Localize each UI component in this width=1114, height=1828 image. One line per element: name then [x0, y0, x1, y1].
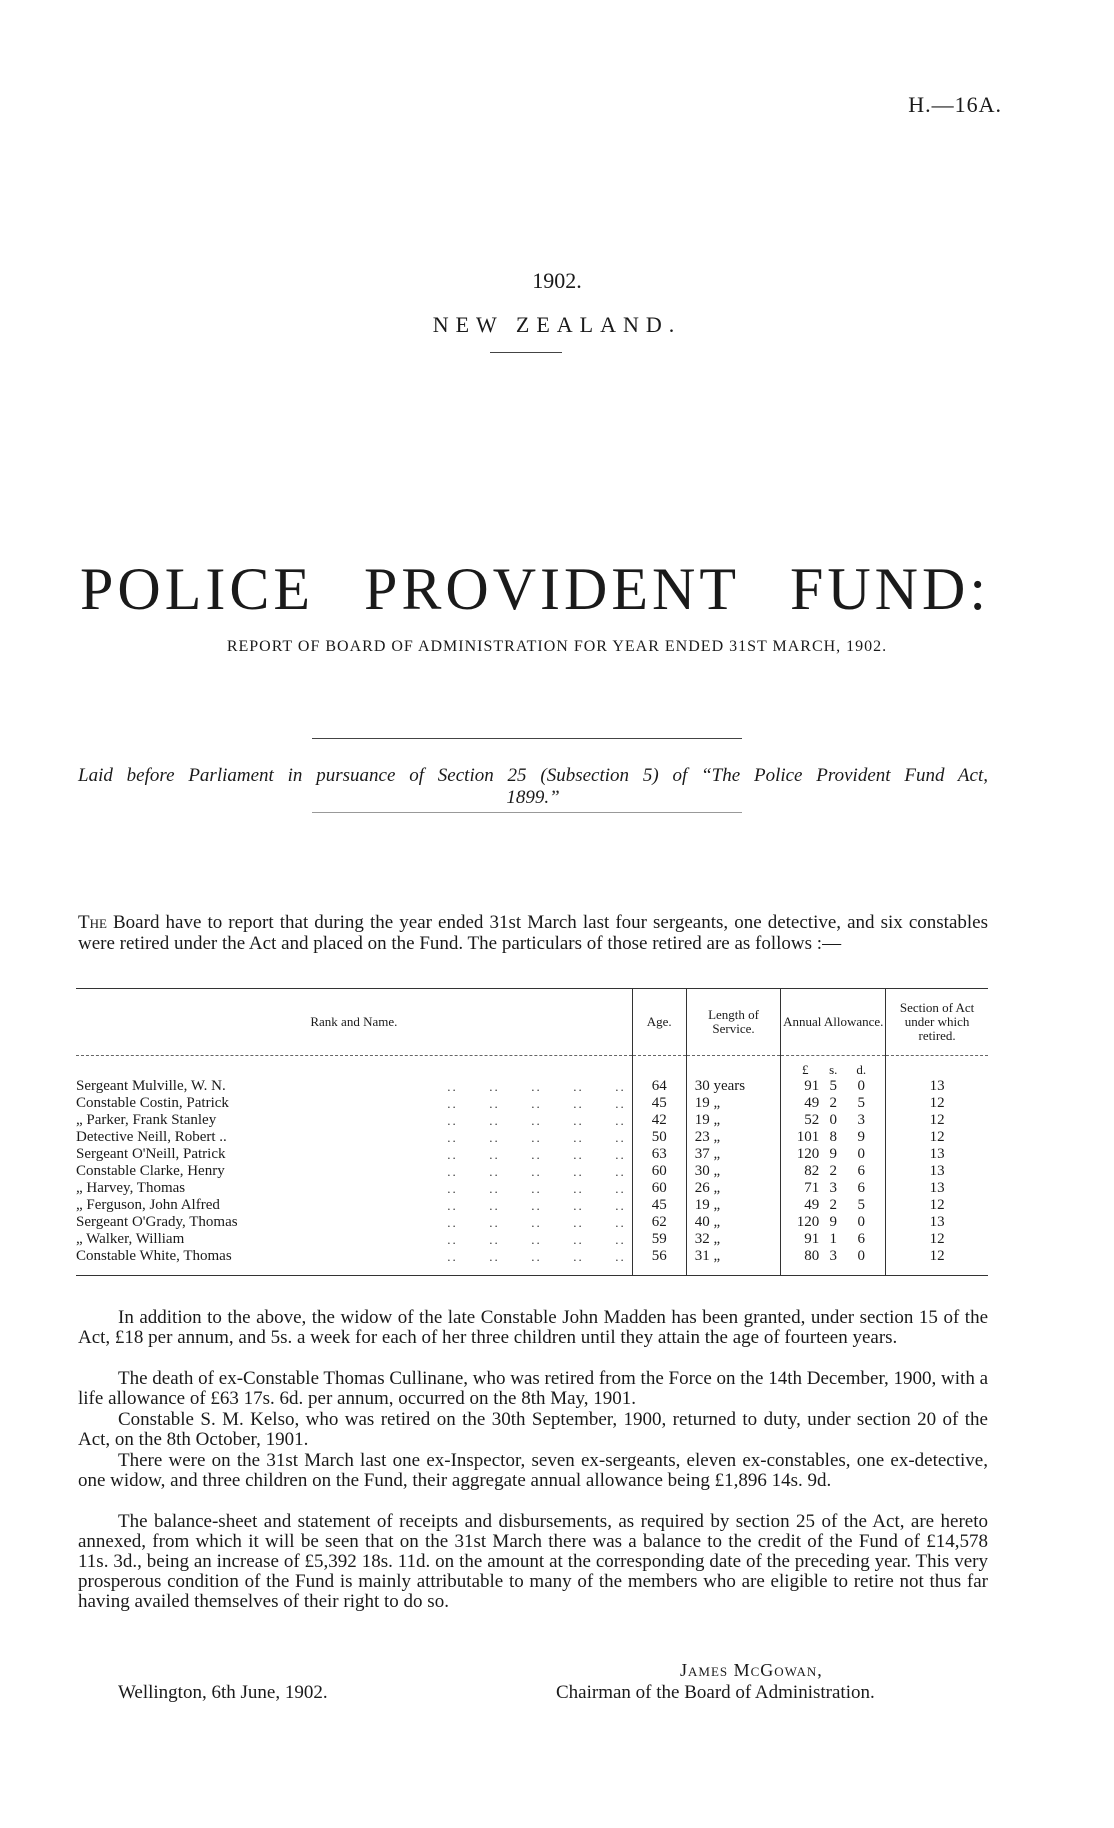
table-row [76, 1197, 988, 1214]
title-word: POLICE [80, 556, 314, 622]
allowance-pounds: 120 [796, 1146, 820, 1162]
page-subtitle: REPORT OF BOARD OF ADMINISTRATION FOR YEAR ENDED 31ST MARCH, 1902. [226, 638, 888, 655]
allowance-shillings: 2 [829, 1095, 837, 1111]
allowance-cell [781, 1095, 886, 1112]
table-row [76, 1231, 988, 1248]
allowance-shillings: 0 [829, 1112, 837, 1128]
header-section: Section of Act under which retired. [886, 989, 988, 1056]
table-row [76, 1078, 988, 1095]
rank-name: Sergeant O'Grady, Thomas [76, 1214, 238, 1230]
allowance-cell [781, 1214, 886, 1231]
header-allowance: Annual Allowance. [781, 989, 886, 1056]
allowance-pence: 6 [857, 1180, 865, 1196]
allowance-cell [781, 1129, 886, 1146]
dot-leader: .. .. .. .. .. [447, 1113, 626, 1128]
age-cell: 60 [632, 1163, 686, 1180]
allowance-pence: 6 [857, 1163, 865, 1179]
service-cell: 30 „ [686, 1163, 781, 1180]
rank-name: „ Walker, William [76, 1231, 185, 1247]
rank-name-cell [76, 1180, 632, 1197]
allowance-cell [781, 1180, 886, 1197]
intro-text: Board have to report that during the year ended 31st March last four sergeants, one detective, and six constables were retired under the Act and placed on the Fund. The particulars of those retired are as follows :— [78, 912, 988, 954]
body-paragraph: The balance-sheet and statement of receipts and disbursements, as required by section 25 of the Act, are hereto annexed, from which it will be seen that on the 31st March there was a balance to the credit of the Fund of £14,578 11s. 3d., being an increase of £5,392 18s. 11d. on the amount at the corresponding date of the preceding year. This very prosperous condition of the Fund is mainly attributable to many of the members who are eligible to retire not thus far having availed themselves of their right to do so. [78, 1511, 988, 1612]
signatory-name: James McGowan, [680, 1660, 823, 1680]
dot-leader: .. .. .. .. .. [447, 1232, 626, 1247]
allowance-shillings: 8 [829, 1129, 837, 1145]
body-paragraph: Constable S. M. Kelso, who was retired on the 30th September, 1900, returned to duty, under section 20 of the Act, on the 8th October, 1901. [78, 1409, 988, 1450]
table-row [76, 1146, 988, 1163]
rank-name-cell [76, 1129, 632, 1146]
unit-shillings: s. [829, 1062, 838, 1077]
dot-leader: .. .. .. .. .. [447, 1130, 626, 1145]
table-row [76, 1112, 988, 1129]
allowance-pounds: 91 [804, 1231, 820, 1247]
header-age: Age. [632, 989, 686, 1056]
allowance-shillings: 9 [829, 1146, 837, 1162]
allowance-pounds: 82 [804, 1163, 820, 1179]
dot-leader: .. .. .. .. .. [447, 1181, 626, 1196]
age-cell: 62 [632, 1214, 686, 1231]
rank-name: Sergeant O'Neill, Patrick [76, 1146, 226, 1162]
section-cell: 12 [886, 1197, 988, 1214]
allowance-cell [781, 1248, 886, 1276]
allowance-cell [781, 1231, 886, 1248]
header-rank-name: Rank and Name. [76, 989, 632, 1056]
service-cell: 19 „ [686, 1197, 781, 1214]
intro-paragraph [78, 912, 988, 954]
service-cell: 19 „ [686, 1112, 781, 1129]
body-paragraph: The death of ex-Constable Thomas Cullinane, who was retired from the Force on the 14th December, 1900, with a life allowance of £63 17s. 6d. per annum, occurred on the 8th May, 1901. [78, 1368, 989, 1409]
section-cell: 12 [886, 1248, 988, 1276]
document-reference: H.—16A. [908, 92, 1002, 117]
rank-name-cell [76, 1078, 632, 1095]
allowance-pounds: 91 [804, 1078, 820, 1094]
section-cell: 12 [886, 1112, 988, 1129]
dot-leader: .. .. .. .. .. [447, 1079, 626, 1094]
intro-lead-word: The [78, 912, 107, 933]
service-cell: 30 years [686, 1078, 781, 1095]
rank-name-cell [76, 1248, 632, 1276]
rank-name-cell [76, 1197, 632, 1214]
age-cell: 56 [632, 1248, 686, 1276]
rank-name: „ Parker, Frank Stanley [76, 1112, 217, 1128]
allowance-pence: 0 [857, 1146, 865, 1162]
age-cell: 42 [632, 1112, 686, 1129]
rank-name: Constable Costin, Patrick [76, 1095, 229, 1111]
age-cell: 59 [632, 1231, 686, 1248]
age-cell: 45 [632, 1197, 686, 1214]
table-row [76, 1163, 988, 1180]
allowance-shillings: 5 [829, 1078, 837, 1094]
rank-name-cell [76, 1095, 632, 1112]
allowance-cell [781, 1078, 886, 1095]
header-service: Length of Service. [686, 989, 781, 1056]
units-row [76, 1056, 988, 1079]
unit-pounds: £ [802, 1062, 809, 1077]
allowance-shillings: 1 [829, 1231, 837, 1247]
allowance-shillings: 9 [829, 1214, 837, 1230]
allowance-pence: 0 [857, 1078, 865, 1094]
title-word: FUND: [789, 556, 990, 622]
section-cell: 12 [886, 1231, 988, 1248]
age-cell: 45 [632, 1095, 686, 1112]
allowance-pence: 5 [857, 1197, 865, 1213]
document-year: 1902. [532, 268, 582, 293]
table-row [76, 1248, 988, 1276]
age-cell: 60 [632, 1180, 686, 1197]
rank-name: Sergeant Mulville, W. N. [76, 1078, 226, 1094]
allowance-pence: 3 [857, 1112, 865, 1128]
title-word: PROVIDENT [363, 556, 740, 622]
divider [312, 812, 742, 813]
allowance-shillings: 2 [829, 1163, 837, 1179]
allowance-shillings: 3 [829, 1248, 837, 1264]
rank-name: „ Harvey, Thomas [76, 1180, 186, 1196]
service-cell: 26 „ [686, 1180, 781, 1197]
dot-leader: .. .. .. .. .. [447, 1198, 626, 1213]
section-cell: 13 [886, 1078, 988, 1095]
service-cell: 19 „ [686, 1095, 781, 1112]
dot-leader: .. .. .. .. .. [447, 1096, 626, 1111]
allowance-pence: 0 [857, 1214, 865, 1230]
allowance-pence: 9 [857, 1129, 865, 1145]
table-row [76, 1129, 988, 1146]
age-cell: 64 [632, 1078, 686, 1095]
allowance-shillings: 3 [829, 1180, 837, 1196]
place-and-date: Wellington, 6th June, 1902. [118, 1682, 328, 1703]
service-cell: 37 „ [686, 1146, 781, 1163]
allowance-pence: 5 [857, 1095, 865, 1111]
signatory-title: Chairman of the Board of Administration. [556, 1682, 875, 1703]
service-cell: 40 „ [686, 1214, 781, 1231]
rank-name-cell [76, 1112, 632, 1129]
allowance-pounds: 71 [804, 1180, 820, 1196]
body-paragraph: In addition to the above, the widow of the late Constable John Madden has been granted, under section 15 of the Act, £18 per annum, and 5s. a week for each of her three children until they attain the age of fourteen years. [78, 1307, 988, 1348]
rank-name-cell [76, 1146, 632, 1163]
age-cell: 63 [632, 1146, 686, 1163]
allowance-pounds: 80 [804, 1248, 820, 1264]
allowance-pounds: 120 [796, 1214, 820, 1230]
section-cell: 12 [886, 1129, 988, 1146]
body-paragraph: There were on the 31st March last one ex-Inspector, seven ex-sergeants, eleven ex-constables, one ex-detective, one widow, and three children on the Fund, their aggregate annual allowance being £1,896 14s. 9d. [78, 1450, 988, 1491]
allowance-cell [781, 1112, 886, 1129]
dot-leader: .. .. .. .. .. [447, 1147, 626, 1162]
allowance-cell [781, 1197, 886, 1214]
rank-name: „ Ferguson, John Alfred [76, 1197, 220, 1213]
rank-name-cell [76, 1214, 632, 1231]
rank-name: Detective Neill, Robert .. [76, 1129, 227, 1145]
allowance-pence: 6 [857, 1231, 865, 1247]
rank-name-cell [76, 1163, 632, 1180]
allowance-shillings: 2 [829, 1197, 837, 1213]
allowance-cell [781, 1163, 886, 1180]
section-cell: 13 [886, 1146, 988, 1163]
page-title [80, 555, 990, 624]
allowance-pence: 0 [857, 1248, 865, 1264]
rank-name: Constable White, Thomas [76, 1248, 232, 1264]
table-header-row [76, 989, 988, 1056]
service-cell: 32 „ [686, 1231, 781, 1248]
dot-leader: .. .. .. .. .. [447, 1164, 626, 1179]
table-row [76, 1214, 988, 1231]
divider [312, 738, 742, 739]
table-row [76, 1095, 988, 1112]
allowance-pounds: 101 [796, 1129, 820, 1145]
allowance-pounds: 52 [804, 1112, 820, 1128]
table-row [76, 1180, 988, 1197]
country-heading: NEW ZEALAND. [432, 312, 682, 337]
section-cell: 12 [886, 1095, 988, 1112]
section-cell: 13 [886, 1163, 988, 1180]
rank-name: Constable Clarke, Henry [76, 1163, 225, 1179]
allowance-cell [781, 1146, 886, 1163]
dot-leader: .. .. .. .. .. [447, 1215, 626, 1230]
divider [490, 352, 562, 353]
laid-before-parliament-note: Laid before Parliament in pursuance of Section 25 (Subsection 5) of “The Police Provident Fund Act, 1899.” [78, 765, 988, 808]
age-cell: 50 [632, 1129, 686, 1146]
allowance-pounds: 49 [804, 1095, 820, 1111]
section-cell: 13 [886, 1180, 988, 1197]
allowance-pounds: 49 [804, 1197, 820, 1213]
unit-pence: d. [856, 1062, 867, 1077]
service-cell: 23 „ [686, 1129, 781, 1146]
retirements-table [76, 988, 988, 1276]
service-cell: 31 „ [686, 1248, 781, 1276]
rank-name-cell [76, 1231, 632, 1248]
section-cell: 13 [886, 1214, 988, 1231]
dot-leader: .. .. .. .. .. [447, 1249, 626, 1264]
